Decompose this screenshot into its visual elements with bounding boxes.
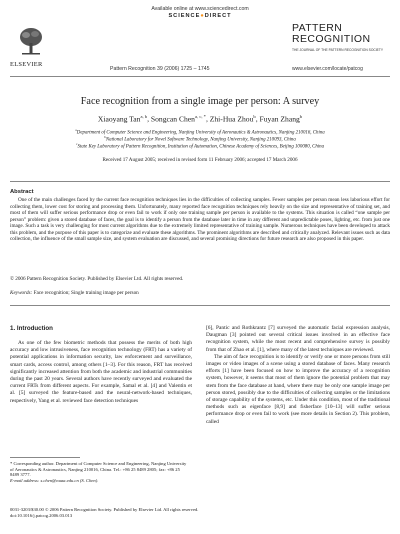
journal-url: www.elsevier.com/locate/patcog <box>292 66 363 72</box>
author-sup: a, b <box>140 114 148 119</box>
affiliation-text: Department of Computer Science and Engineering, Nanjing University of Aeronautics & Astronautics, Nanjing 210016, China <box>76 130 325 136</box>
issn-text: 0031-3203/$30.00 © 2006 Pattern Recognition Society. Published by Elsevier Ltd. All rights reserved. <box>10 507 199 512</box>
section-heading: 1. Introduction <box>10 325 53 332</box>
sd-logo-left: SCIENCE <box>168 13 201 19</box>
author-sup: b <box>253 114 256 119</box>
author-name: Fuyan Zhang <box>259 114 300 124</box>
abstract-body <box>10 197 390 243</box>
journal-name-line2: RECOGNITION <box>292 33 371 45</box>
publisher-name: ELSEVIER <box>10 61 43 68</box>
affiliation-sup: a <box>75 128 77 132</box>
doi-text: doi:10.1016/j.patcog.2006.03.013 <box>10 512 73 518</box>
sciencedirect-logo <box>0 13 400 19</box>
journal-name <box>292 23 371 45</box>
journal-citation: Pattern Recognition 39 (2006) 1725 – 1745 <box>110 66 210 72</box>
author-list: Xiaoyang Tan$^{a, b}$, Songcan Chen$^{a, c, *}$, Zhi-Hua Zhou$^b$, Fuyan Zhang$^b$ <box>97 114 303 124</box>
keywords-text: Face recognition; Single training image per person <box>33 290 139 296</box>
affiliation <box>0 142 400 150</box>
footnote-email: E-mail address: s.chen@nuaa.edu.cn (S. Chen). <box>10 478 99 484</box>
footnote <box>10 461 190 484</box>
abstract-copyright: © 2006 Pattern Recognition Society. Published by Elsevier Ltd. All rights reserved. <box>10 276 184 282</box>
elsevier-tree-logo <box>18 26 44 56</box>
affiliation-sup: c <box>75 142 78 146</box>
sd-logo-dot: ● <box>200 13 205 19</box>
abstract-heading: Abstract <box>10 189 34 195</box>
paper-title: Face recognition from a single image per person: A survey <box>80 96 320 107</box>
sd-logo-right: DIRECT <box>204 13 232 19</box>
author-name: Xiaoyang Tan <box>97 114 141 124</box>
body-paragraph: As one of the few biometric methods that possess the merits of both high accuracy and low intrusiveness, face recognition technology (FRT) has a variety of potential applications in information security, law enforcement and surveillance, smart cards, access control, among others [1–3]. For this reason, FRT has received significantly increased attention from both the academic and industrial communities during the past 20 years. Several authors have recently surveyed and evaluated the current FRTs from different aspects. For example, Samal et al. [4] and Valentin et al. [5] surveyed the feature-based and the neural-network-based techniques, respectively, Yang et al. reviewed face detection techniques <box>10 340 192 404</box>
footnote-rule <box>10 457 80 458</box>
journal-subtitle: THE JOURNAL OF THE PATTERN RECOGNITION SOCIETY <box>292 48 384 52</box>
abstract-top-rule <box>10 181 390 182</box>
author-name: Zhi-Hua Zhou <box>209 114 254 124</box>
keywords <box>10 290 139 296</box>
author-sup: a, c, * <box>194 114 206 119</box>
keywords-label: Keywords: <box>10 290 33 296</box>
body-paragraph: [6], Pantic and Rothkrantz [7] surveyed the automatic facial expression analysis, Daugman [3] pointed out several critical issues involved in an effective face recognition system, while the most recent and comprehensive survey is possibly from that of Zhao et al. [1], where many of the latest techniques are reviewed. <box>206 325 390 353</box>
abstract-bottom-rule <box>10 305 390 306</box>
affiliation-text: National Laboratory for Novel Software Technology, Nanjing University, Nanjing 210093, China <box>105 137 296 143</box>
available-online-text: Available online at www.sciencedirect.com <box>151 6 249 12</box>
issn-line <box>10 507 198 518</box>
received-dates: Received 17 August 2005; received in revised form 11 February 2006; accepted 17 March 2006 <box>102 157 298 163</box>
right-column <box>206 325 390 426</box>
affiliation-text: State Key Laboratory of Pattern Recognition, Institution of Automation, Chinese Academy of Sciences, Beijing 100080, China <box>77 144 325 150</box>
left-column <box>10 340 192 405</box>
author-name: Songcan Chen <box>150 114 195 124</box>
affiliation-sup: b <box>104 135 106 139</box>
header-rule <box>10 76 390 77</box>
author-sup: b <box>299 114 303 119</box>
journal-name-line1: PATTERN <box>292 22 343 34</box>
body-paragraph: The aim of face recognition is to identify or verify one or more persons from still images or video images of a scene using a stored database of faces. Many research efforts [1] have been focused on how to improve the accuracy of a recognition system, however, it seems that most of them ignore the potential problem that may stem from the face database at hand, where there may be only one sample image per person stored, possibly due to the difficulties of collecting samples or the limitations of storage capability of the systems, etc. Under this condition, most of the traditional methods such as eigenface [8,9] and fisherface [10–13] will suffer serious performance drop or even fail to work (see more details in Section 2). This problem, called <box>206 353 390 425</box>
footnote-text: * Corresponding author. Department of Computer Science and Engineering, Nanjing University of Aeronautics & Astronautics, Nanjing 210016, China. Tel.: +86 25 8489 2805; fax: +86 25 8489 3777. <box>10 461 187 478</box>
abstract-paragraph: One of the main challenges faced by the current face recognition techniques lies in the difficulties of collecting samples. Fewer samples per person mean less laborious effort for collecting them, lower cost for storing and processing them. Unfortunately, many reported face recognition techniques rely heavily on the size and representative of training set, and most of them will suffer serious performance drop or even fail to work if only one training sample per person is available to the systems. This situation is called “one sample per person” problem: given a stored database of faces, the goal is to identify a person from the database later in time in any different and unpredictable poses, lighting, etc. from just one image. Such a task is very challenging for most current algorithms due to the extremely limited representative of training sample. Numerous techniques have been developed to attack this problem, and the purpose of this paper is to categorize and evaluate these algorithms. The prominent algorithms are described and critically analyzed. Relevant issues such as data collection, the influence of the small sample size, and system evaluation are discussed, and several promising directions for future research are also proposed in this paper. <box>10 197 390 242</box>
